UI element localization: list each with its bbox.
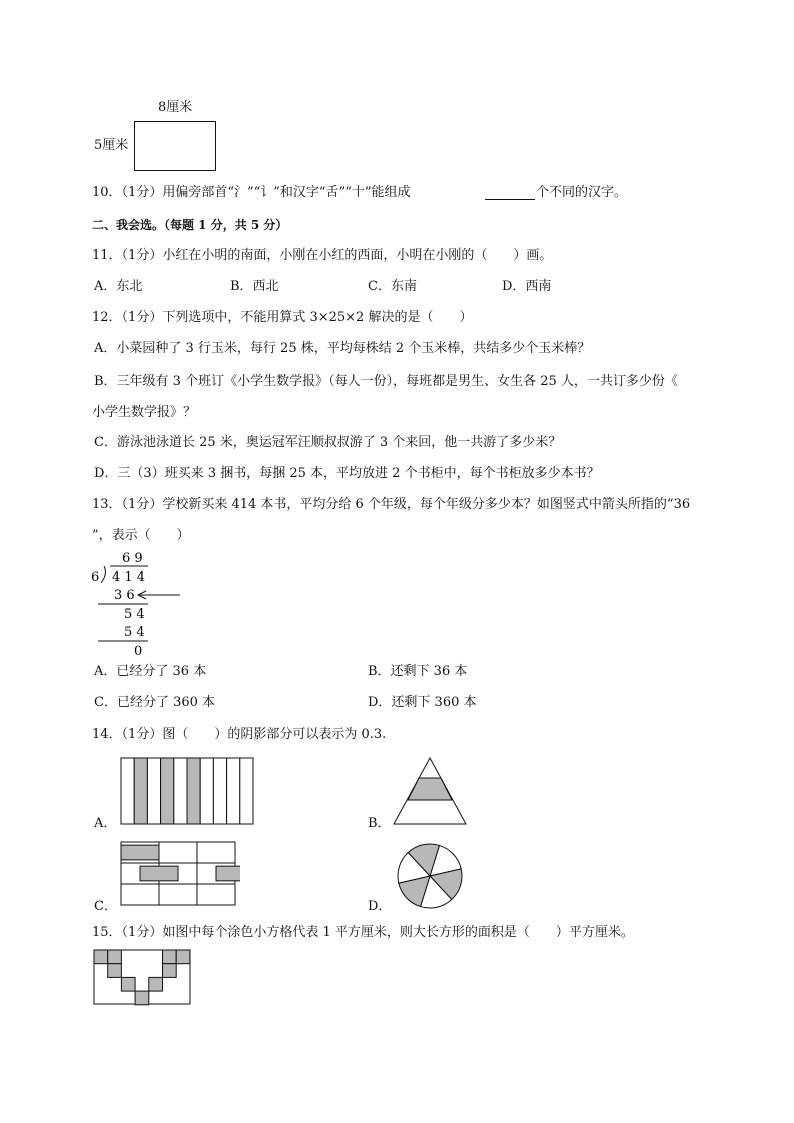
q13-option-a: A．已经分了 36 本 [94,664,207,679]
q11-stem: 11．（1分）小红在小明的南面，小刚在小红的西面，小明在小刚的（ ）画。 [92,248,553,263]
q14-stem: 14．（1分）图（ ）的阴影部分可以表示为 0.3. [92,727,387,742]
strip [121,758,134,824]
strip [213,758,226,824]
rect-height-label: 5厘米 [94,138,129,153]
q14-label-b: B． [368,816,391,831]
q11-option-d: D．西南 [502,279,552,294]
division-dividend: 4 1 4 [112,570,146,585]
long-division-figure [88,548,198,660]
shaded-square [135,991,149,1005]
figure-v-grid [92,948,194,1008]
division-remainder: 0 [134,644,143,659]
shaded-block [140,866,178,881]
grid-cell [197,884,235,905]
shaded-square [121,977,135,991]
grid-cell [197,842,235,863]
q10-answer-blank [485,199,535,200]
strip [240,758,253,824]
rect-width-label: 8厘米 [158,100,193,115]
section-title: 二、我会选。（每题 1 分，共 5 分） [92,218,288,232]
q12-stem: 12．（1分）下列选项中，不能用算式 3×25×2 解决的是（ ） [92,310,473,325]
figure-b-triangle [390,757,470,827]
division-quotient: 6 9 [122,551,143,566]
q10-text-a: 10．（1分）用偏旁部首“氵”“讠”和汉字“舌”“十”能组成 [92,185,411,200]
grid-cell [159,842,197,863]
q14-label-c: C． [94,899,117,914]
q15-stem: 15．（1分）如图中每个涂色小方格代表 1 平方厘米，则大长方形的面积是（ ）平方厘米。 [92,925,634,940]
shaded-block [121,845,159,860]
q13-option-b: B．还剩下 36 本 [368,664,468,679]
q13-option-d: D．还剩下 360 本 [368,695,477,710]
division-step1: 3 6 [114,588,135,603]
q14-label-d: D． [368,899,392,914]
shaded-square [108,950,122,964]
q12-option-d: D．三（3）班买来 3 捆书，每捆 25 本，平均放进 2 个书柜中，每个书柜放多少本书？ [94,466,600,481]
q12-option-b-line2: 小学生数学报》？ [92,405,197,420]
strip [200,758,213,824]
q11-option-c: C．东南 [368,279,417,294]
shaded-square [163,950,177,964]
strip [161,758,174,824]
shaded-square [108,964,122,978]
rect-shape [134,121,216,171]
figure-c-grid [118,839,240,909]
q12-option-c: C．游泳池泳道长 25 米，奥运冠军汪顺叔叔游了 3 个来回，他一共游了多少米？ [94,435,562,450]
shaded-square [176,950,190,964]
strip [227,758,240,824]
q13-stem-line2: ”，表示（ ） [92,528,190,543]
q12-option-b-line1: B．三年级有 3 个班订《小学生数学报》（每人一份），每班都是男生、女生各 25 人，一共订多少份《 [94,374,678,389]
division-step2: 5 4 [124,607,145,622]
grid-cell [159,884,197,905]
q13-stem-line1: 13．（1分）学校新买来 414 本书，平均分给 6 个年级，每个年级分多少本？如图竖式中箭头所指的“36 [92,497,691,512]
strip [134,758,147,824]
strip [187,758,200,824]
shaded-square [94,950,108,964]
strip [147,758,160,824]
division-divisor: 6 [91,570,100,585]
strip [174,758,187,824]
q11-option-b: B．西北 [230,279,279,294]
division-step3: 5 4 [124,625,145,640]
shaded-square [163,964,177,978]
q14-label-a: A． [94,816,117,831]
figure-a-strips [118,755,258,827]
q10-text-b: 个不同的汉字。 [536,185,628,200]
triangle-shaded-band [408,778,452,800]
shaded-square [149,977,163,991]
q11-option-a: A．东北 [94,279,143,294]
q12-option-a: A．小菜园种了 3 行玉米，每行 25 株，平均每株结 2 个玉米棒，共结多少个玉米棒？ [94,341,591,356]
figure-d-circle [394,840,466,912]
shaded-block [216,866,240,881]
division-bracket [101,566,105,583]
grid-cell [121,884,159,905]
q13-option-c: C．已经分了 360 本 [94,695,216,710]
